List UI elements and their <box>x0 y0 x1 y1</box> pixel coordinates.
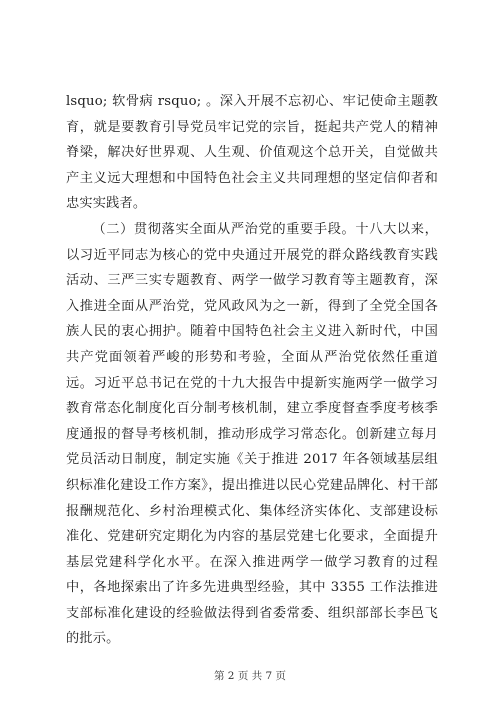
page-number-footer: 第 2 页 共 7 页 <box>213 670 287 682</box>
paragraph-continued: lsquo; 软骨病 rsquo; 。深入开展不忘初心、牢记使命主题教育，就是要教育引导党员牢记党的宗旨，挺起共产党人的精神脊梁，解决好世界观、人生观、价值观这个总开关，自觉做共产主义远大理想和中国特色社会主义共同理想的坚定信仰者和忠实实践者。 <box>66 94 438 212</box>
document-body <box>66 89 438 652</box>
paragraph-section-two: （二）贯彻落实全面从严治党的重要手段。十八大以来，以习近平同志为核心的党中央通过开展党的群众路线教育实践活动、三严三实专题教育、两学一做学习教育等主题教育，深入推进全面从严治党，党风政风为之一新，得到了全党全国各族人民的衷心拥护。随着中国特色社会主义进入新时代，中国共产党面领着严峻的形势和考验，全面从严治党依然任重道远。习近平总书记在党的十九大报告中提新实施两学一做学习教育常态化制度化百分制考核机制，建立季度督查季度考核季度通报的督导考核机制，推动形成学习常态化。创新建立每月党员活动日制度，制定实施《关于推进 2017 年各领域基层组织标准化建设工作方案》，提出推进以民心党建品牌化、村干部报酬规范化、乡村治理模式化、集体经济实体化、支部建设标准化、党建研究定期化为内容的基层党建七化要求，全面提升基层党建科学化水平。在深入推进两学一做学习教育的过程中，各地探索出了许多先进典型经验，其中 3355 工作法推进支部标准化建设的经验做法得到省委常委、组织部部长李邑飞的批示。 <box>66 221 438 647</box>
